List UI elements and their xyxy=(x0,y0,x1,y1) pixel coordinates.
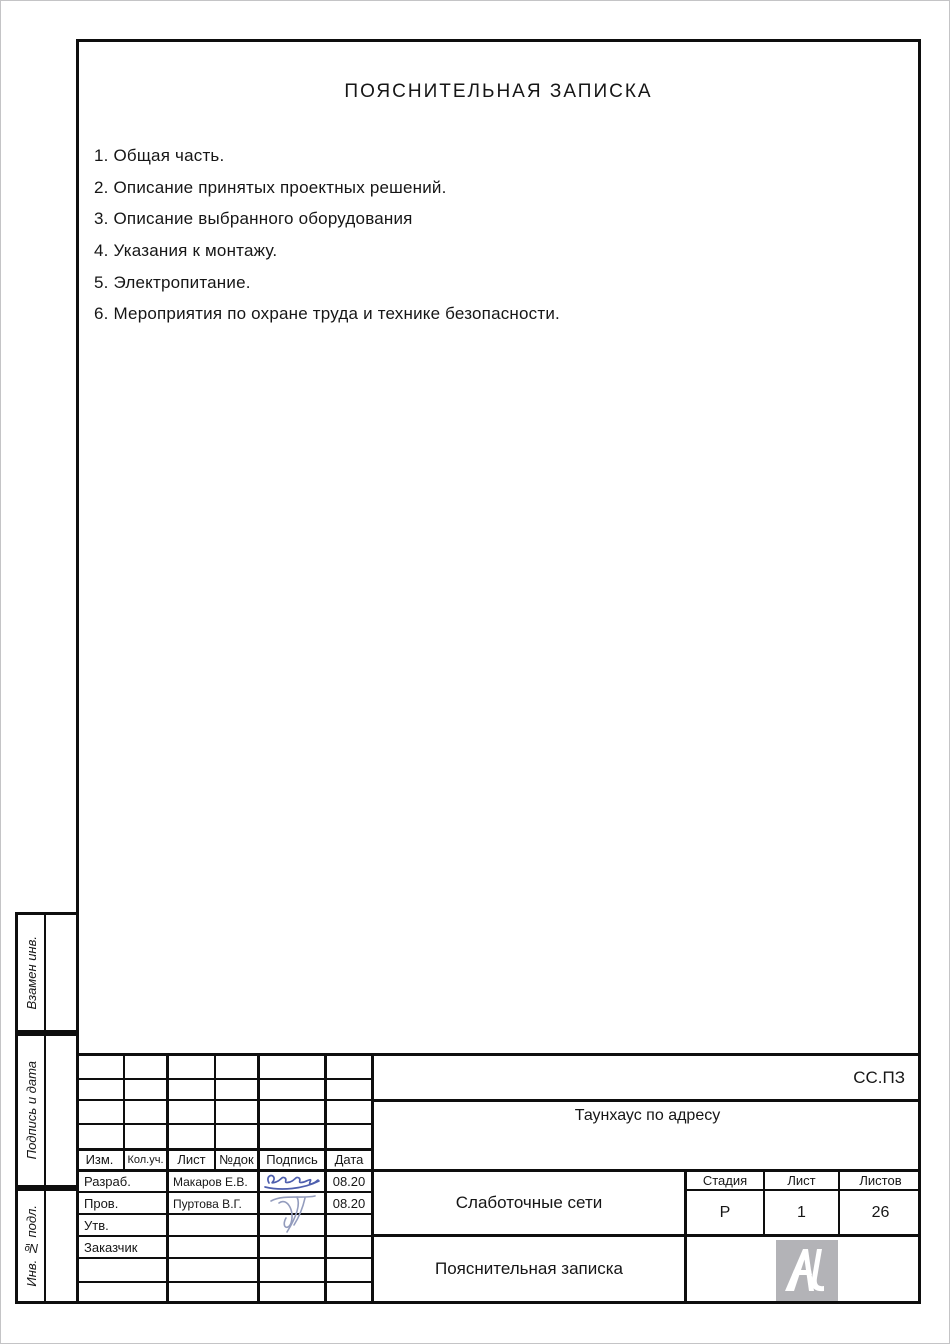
doc-title-cell: Пояснительная записка xyxy=(434,1259,623,1278)
role-prov: Пров. xyxy=(84,1196,119,1211)
sheets-value: 26 xyxy=(871,1203,890,1221)
sidebar-cell-vzamen-inv xyxy=(15,912,79,1033)
sidebar-empty-box xyxy=(46,1036,76,1185)
role-utv: Утв. xyxy=(84,1218,109,1233)
sheet-value: 1 xyxy=(797,1203,806,1221)
sidebar-label-podpis-data: Подпись и дата xyxy=(23,1061,39,1160)
name-razrab: Макаров Е.В. xyxy=(173,1174,248,1189)
sidebar-cell-inv-podl xyxy=(15,1188,79,1304)
logo-al-icon xyxy=(776,1240,838,1301)
stage-label: Стадия xyxy=(702,1172,748,1188)
rev-col-ndok: №док xyxy=(219,1152,254,1167)
sidebar-empty-box xyxy=(46,1191,76,1301)
project-name: Таунхаус по адресу xyxy=(574,1107,721,1124)
signature-purtova-icon xyxy=(261,1191,323,1235)
signature-makarov-icon xyxy=(261,1171,323,1193)
company-logo xyxy=(776,1240,838,1301)
sheets-label: Листов xyxy=(859,1172,902,1188)
doc-code: СС.ПЗ xyxy=(853,1067,905,1087)
sidebar-label-vzamen-inv: Взамен инв. xyxy=(23,935,39,1010)
page-title: ПОЯСНИТЕЛЬНАЯ ЗАПИСКА xyxy=(344,81,653,102)
sidebar-label-box xyxy=(18,1191,46,1301)
toc-item-6: 6. Мероприятия по охране труда и технике безопасности. xyxy=(94,304,560,323)
title-block xyxy=(76,1053,921,1304)
sheet-label: Лист xyxy=(787,1172,816,1188)
date-razrab: 08.20 xyxy=(332,1174,366,1189)
sidebar-label-box xyxy=(18,1036,46,1185)
sidebar-label-box xyxy=(18,915,46,1030)
name-prov: Пуртова В.Г. xyxy=(173,1196,242,1211)
section-name: Слаботочные сети xyxy=(455,1193,603,1212)
toc-item-1: 1. Общая часть. xyxy=(94,146,225,165)
toc-item-4: 4. Указания к монтажу. xyxy=(94,241,278,260)
toc-item-5: 5. Электропитание. xyxy=(94,273,251,292)
date-prov: 08.20 xyxy=(332,1196,366,1211)
toc-item-2: 2. Описание принятых проектных решений. xyxy=(94,178,447,197)
rev-col-list: Лист xyxy=(177,1152,206,1167)
rev-col-koluch: Кол.уч. xyxy=(127,1153,164,1166)
sidebar-empty-box xyxy=(46,915,76,1030)
role-zakazchik: Заказчик xyxy=(84,1240,138,1255)
rev-col-podpis: Подпись xyxy=(266,1152,318,1167)
rev-col-data: Дата xyxy=(334,1152,364,1167)
toc-item-3: 3. Описание выбранного оборудования xyxy=(94,209,413,228)
sidebar-label-inv-podl: Инв. № подл. xyxy=(23,1205,39,1287)
stage-value: Р xyxy=(719,1203,731,1221)
rev-col-izm: Изм. xyxy=(85,1152,114,1167)
role-razrab: Разраб. xyxy=(84,1174,131,1189)
sidebar-cell-podpis-data xyxy=(15,1033,79,1188)
